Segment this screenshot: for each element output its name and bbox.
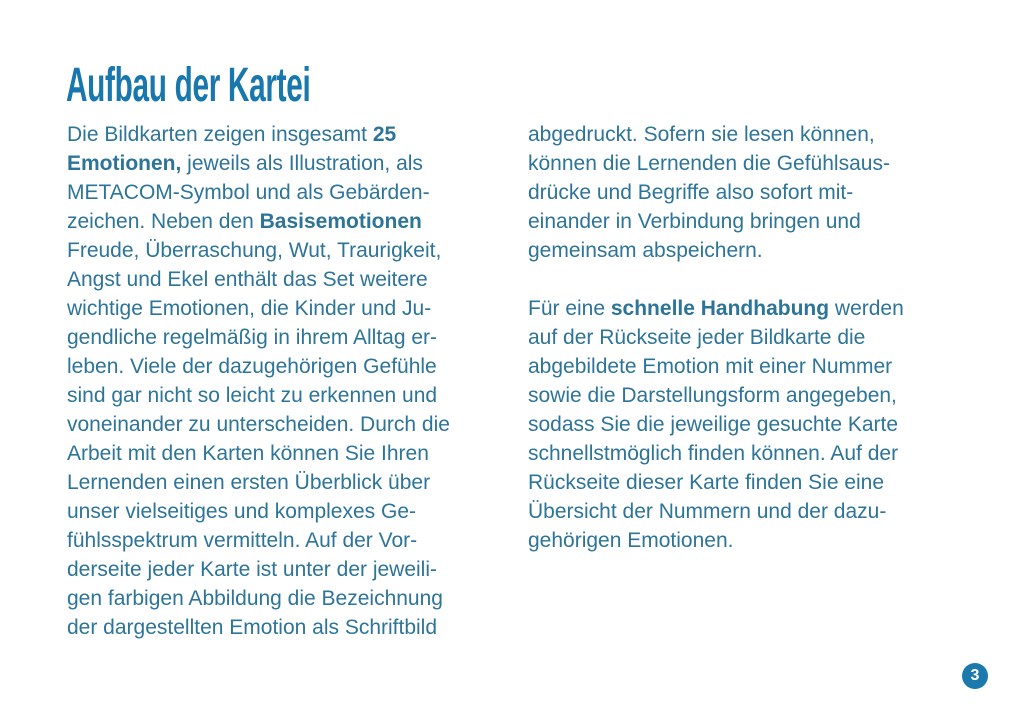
text-line bbox=[528, 207, 963, 236]
text-segment: METACOM-Symbol und als Gebärden- bbox=[67, 181, 430, 204]
bold-text-segment: Emotionen, bbox=[67, 152, 182, 175]
paragraph bbox=[528, 294, 963, 555]
page-title: Aufbau der Kartei bbox=[66, 59, 311, 112]
text-segment: zeichen. Neben den bbox=[67, 210, 260, 233]
text-line bbox=[528, 526, 963, 555]
text-line bbox=[67, 207, 507, 236]
bold-text-segment: Basisemotionen bbox=[259, 210, 422, 233]
text-segment: können die Lernenden die Gefühlsaus- bbox=[528, 152, 890, 175]
text-segment: Die Bildkarten zeigen insgesamt bbox=[67, 123, 373, 146]
text-segment: gendliche regelmäßig in ihrem Alltag er- bbox=[67, 326, 438, 349]
text-line bbox=[67, 381, 507, 410]
text-segment: Für eine bbox=[528, 297, 611, 320]
text-segment: unser vielseitiges und komplexes Ge- bbox=[67, 500, 417, 523]
text-segment: einander in Verbindung bringen und bbox=[528, 210, 861, 233]
text-line bbox=[67, 352, 507, 381]
text-line bbox=[528, 120, 963, 149]
text-segment: werden bbox=[829, 297, 904, 320]
text-segment: gen farbigen Abbildung die Bezeichnung bbox=[67, 587, 443, 610]
text-line bbox=[528, 323, 963, 352]
text-segment: Rückseite dieser Karte finden Sie eine bbox=[528, 471, 885, 494]
bold-text-segment: 25 bbox=[372, 123, 397, 146]
paragraph bbox=[67, 120, 507, 642]
text-segment: wichtige Emotionen, die Kinder und Ju- bbox=[67, 297, 432, 320]
text-line bbox=[67, 149, 507, 178]
text-segment: drücke und Begriffe also sofort mit- bbox=[528, 181, 854, 204]
text-segment: sowie die Darstellungsform angegeben, bbox=[528, 384, 897, 407]
paragraph bbox=[528, 120, 963, 265]
text-segment: voneinander zu unterscheiden. Durch die bbox=[67, 413, 450, 436]
text-line bbox=[67, 613, 507, 642]
text-line bbox=[528, 352, 963, 381]
text-segment: leben. Viele der dazugehörigen Gefühle bbox=[67, 355, 437, 378]
text-line bbox=[528, 381, 963, 410]
text-line bbox=[67, 468, 507, 497]
text-line bbox=[528, 439, 963, 468]
text-line bbox=[67, 120, 507, 149]
text-segment: gehörigen Emotionen. bbox=[528, 529, 734, 552]
text-line bbox=[67, 584, 507, 613]
text-segment: auf der Rückseite jeder Bildkarte die bbox=[528, 326, 866, 349]
text-column-left bbox=[67, 120, 507, 671]
text-line bbox=[67, 323, 507, 352]
text-line bbox=[67, 265, 507, 294]
text-line bbox=[67, 294, 507, 323]
text-line bbox=[528, 294, 963, 323]
text-segment: fühlsspektrum vermitteln. Auf der Vor- bbox=[67, 529, 418, 552]
text-segment: Angst und Ekel enthält das Set weitere bbox=[67, 268, 428, 291]
text-segment: abgebildete Emotion mit einer Nummer bbox=[528, 355, 893, 378]
text-segment: der dargestellten Emotion als Schriftbild bbox=[67, 616, 438, 639]
text-line bbox=[528, 410, 963, 439]
text-line bbox=[67, 410, 507, 439]
text-line bbox=[528, 178, 963, 207]
text-line bbox=[67, 236, 507, 265]
text-segment: gemeinsam abspeichern. bbox=[528, 239, 763, 262]
text-segment: derseite jeder Karte ist unter der jeweili- bbox=[67, 558, 438, 581]
text-segment: Übersicht der Nummern und der dazu- bbox=[528, 500, 887, 523]
text-line bbox=[528, 497, 963, 526]
text-line bbox=[67, 178, 507, 207]
text-line bbox=[67, 555, 507, 584]
text-line bbox=[528, 149, 963, 178]
text-segment: Arbeit mit den Karten können Sie Ihren bbox=[67, 442, 429, 465]
bold-text-segment: schnelle Handhabung bbox=[610, 297, 830, 320]
text-line bbox=[67, 497, 507, 526]
page-number-badge: 3 bbox=[962, 663, 988, 689]
text-segment: sodass Sie die jeweilige gesuchte Karte bbox=[528, 413, 899, 436]
text-segment: abgedruckt. Sofern sie lesen können, bbox=[528, 123, 875, 146]
text-line bbox=[528, 468, 963, 497]
text-line bbox=[528, 236, 963, 265]
text-segment: sind gar nicht so leicht zu erkennen und bbox=[67, 384, 438, 407]
text-line bbox=[67, 439, 507, 468]
text-column-right bbox=[528, 120, 963, 584]
text-segment: Freude, Überraschung, Wut, Traurigkeit, bbox=[67, 239, 442, 262]
text-segment: jeweils als Illustration, als bbox=[181, 152, 423, 175]
text-segment: Lernenden einen ersten Überblick über bbox=[67, 471, 431, 494]
text-line bbox=[67, 526, 507, 555]
text-segment: schnellstmöglich finden können. Auf der bbox=[528, 442, 899, 465]
